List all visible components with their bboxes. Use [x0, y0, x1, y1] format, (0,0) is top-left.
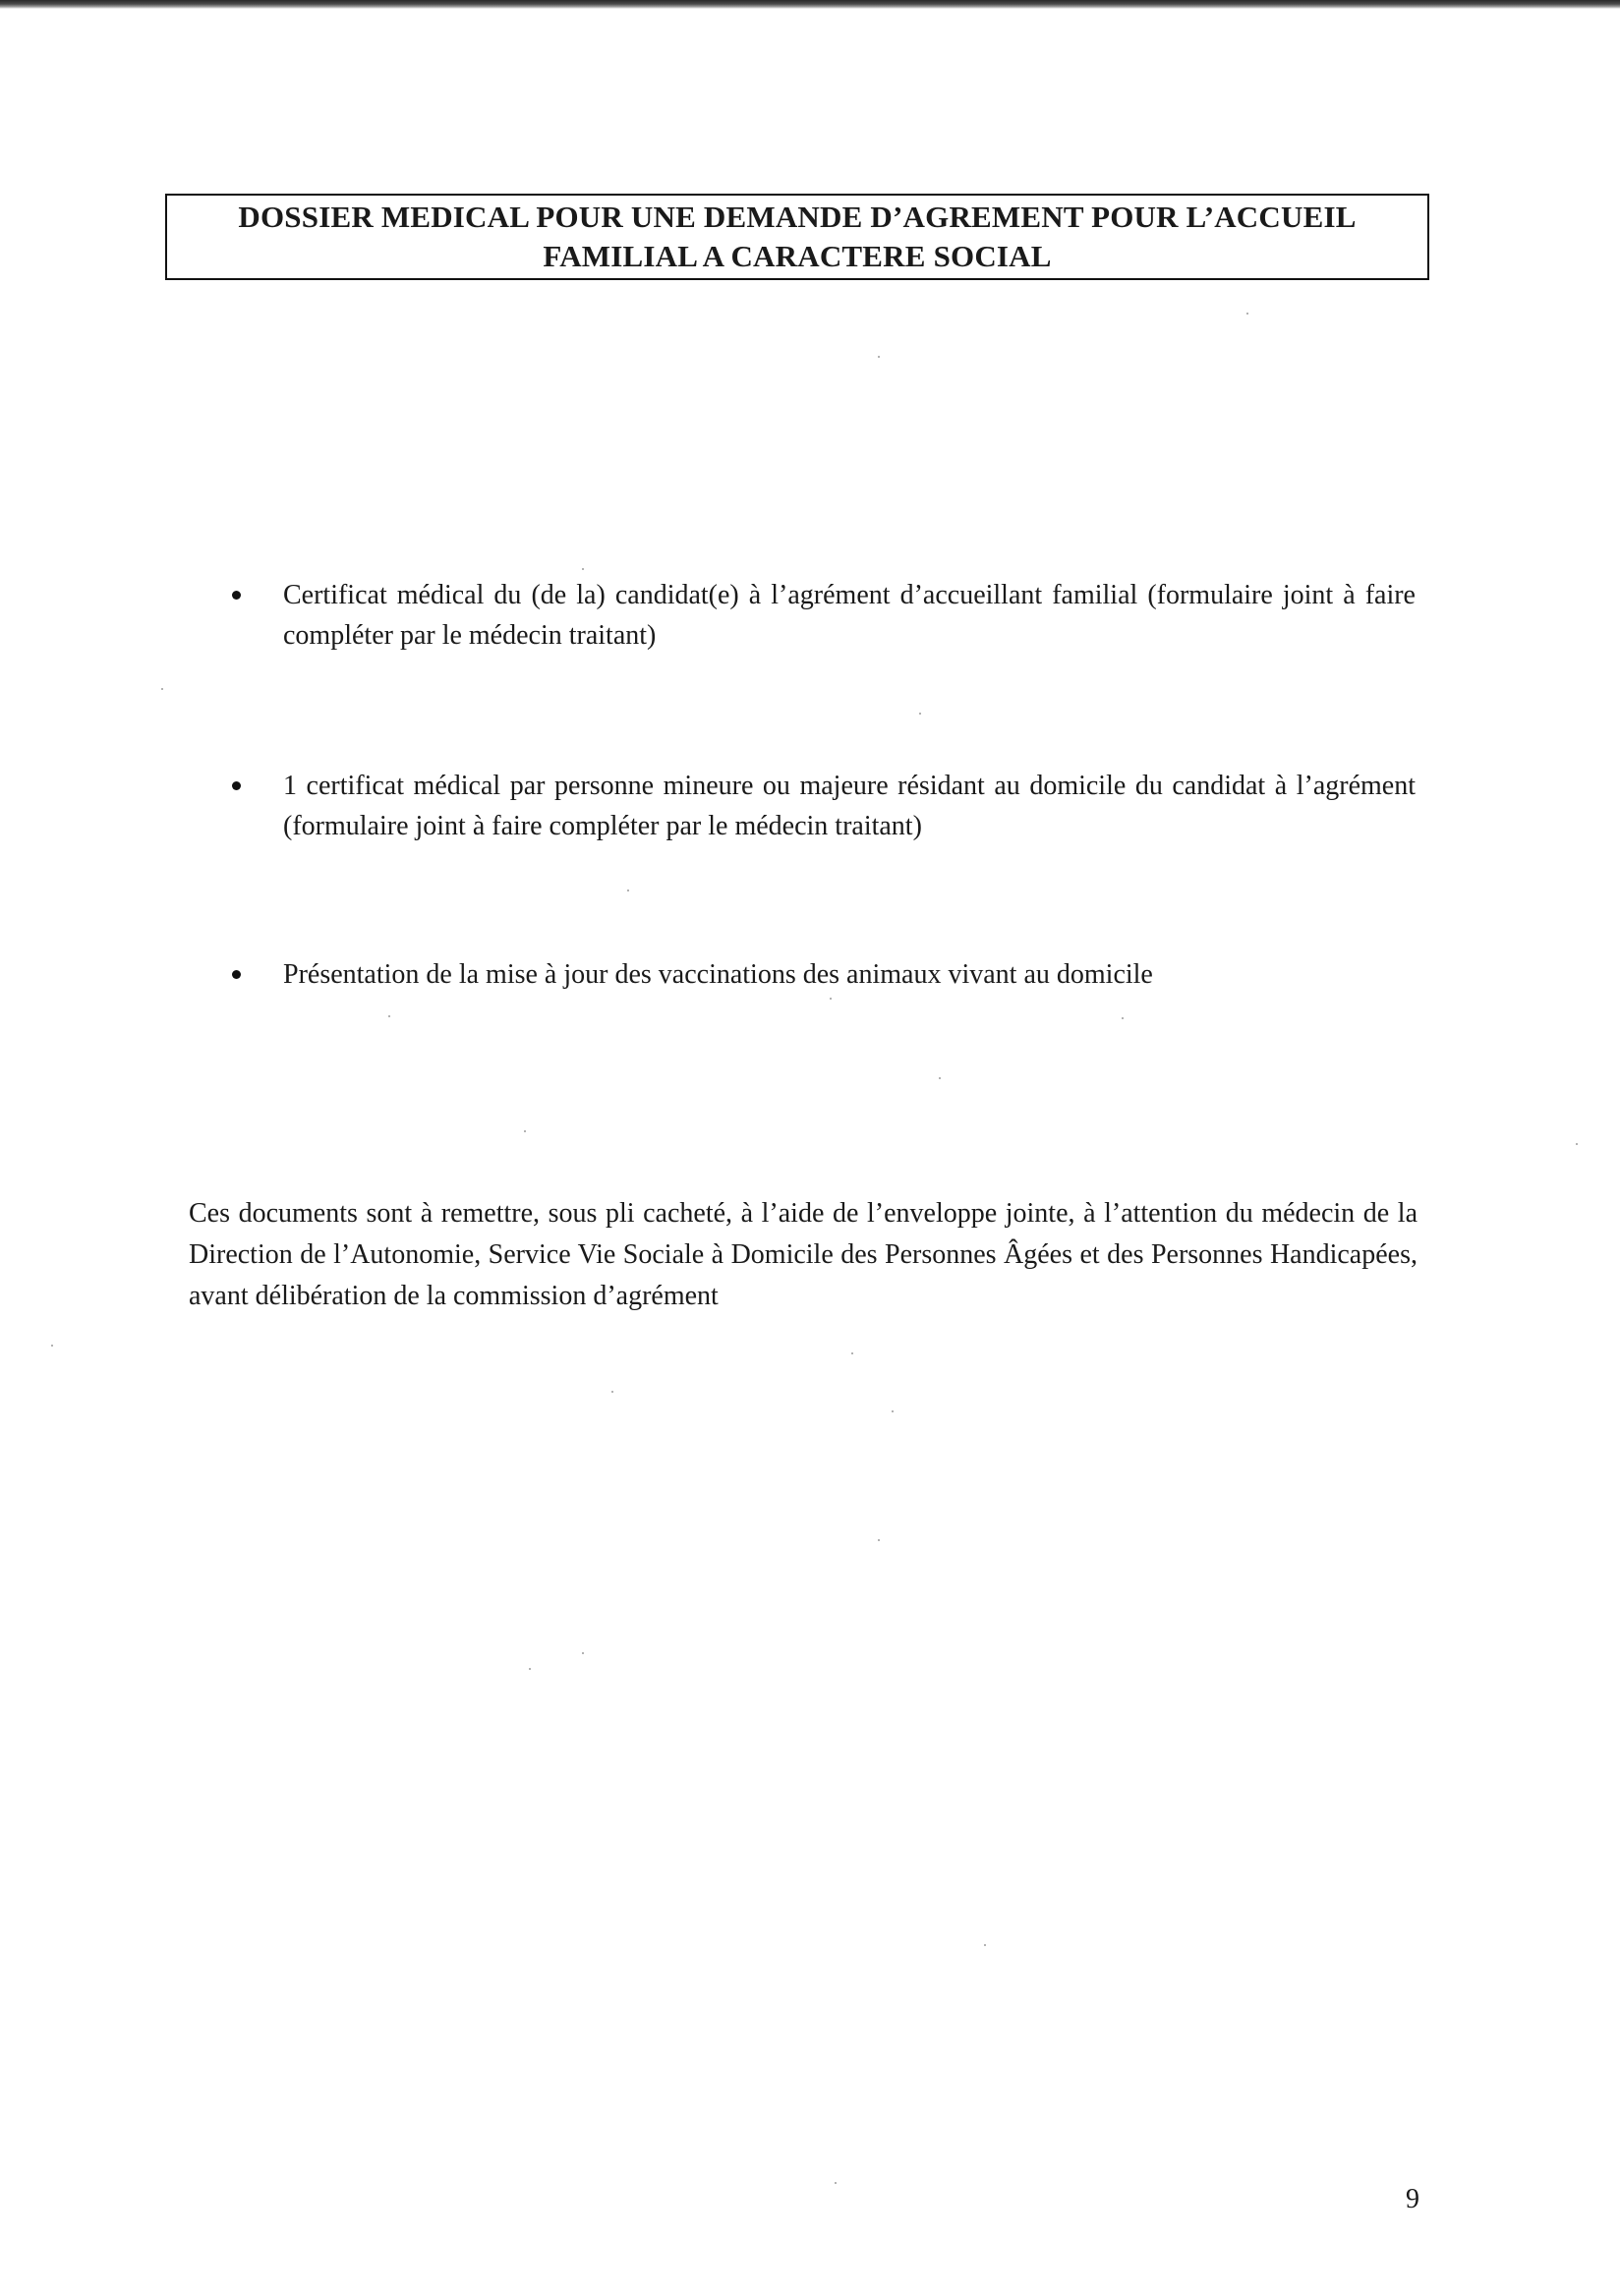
- scan-speck: [51, 1345, 53, 1347]
- submission-instructions: Ces documents sont à remettre, sous pli cacheté, à l’aide de l’enveloppe jointe, à l’attention du médecin de la Direction de l’Autonomie, Service Vie Sociale à Domicile des Personnes Âgées et des Personnes Handicapées, avant délibération de la commission d’agrément: [189, 1198, 1418, 1311]
- scan-speck: [939, 1077, 941, 1079]
- scan-speck: [835, 2182, 837, 2184]
- list-item-text: Certificat médical du (de la) candidat(e) à l’agrément d’accueillant familial (formulaire joint à faire compléter par le médecin traitant): [283, 580, 1416, 651]
- document-title-line-1: DOSSIER MEDICAL POUR UNE DEMANDE D’AGREMENT POUR L’ACCUEIL: [238, 200, 1357, 234]
- required-documents-list: [226, 575, 1416, 995]
- scan-speck: [524, 1130, 526, 1132]
- scan-speck: [161, 688, 163, 690]
- scan-speck: [878, 356, 880, 358]
- scan-speck: [1246, 313, 1248, 315]
- scan-speck: [984, 1944, 986, 1946]
- scan-speck: [878, 1539, 880, 1541]
- scan-speck: [582, 1652, 584, 1654]
- list-item-text: 1 certificat médical par personne mineure ou majeure résidant au domicile du candidat à l’agrément (formulaire joint à faire compléter par le médecin traitant): [283, 771, 1416, 841]
- document-title-line-2: FAMILIAL A CARACTERE SOCIAL: [543, 239, 1052, 273]
- scan-top-edge: [0, 0, 1620, 9]
- scan-speck: [582, 568, 584, 570]
- scan-speck: [830, 998, 832, 1000]
- bullet-icon: [232, 591, 241, 600]
- list-item: [226, 954, 1416, 995]
- bullet-icon: [232, 781, 241, 790]
- scan-speck: [1576, 1143, 1578, 1145]
- scan-speck: [851, 1352, 853, 1354]
- scan-speck: [627, 890, 629, 891]
- bullet-icon: [232, 970, 241, 979]
- document-title-box: [165, 194, 1429, 280]
- scan-speck: [529, 1668, 531, 1670]
- list-item-text: Présentation de la mise à jour des vaccinations des animaux vivant au domicile: [283, 959, 1153, 990]
- scan-speck: [892, 1410, 894, 1412]
- page-number: 9: [1406, 2184, 1419, 2214]
- scan-speck: [611, 1391, 613, 1393]
- list-item: [226, 575, 1416, 656]
- list-item: [226, 766, 1416, 846]
- scan-speck: [919, 713, 921, 715]
- scan-speck: [1122, 1017, 1124, 1019]
- scan-speck: [388, 1015, 390, 1017]
